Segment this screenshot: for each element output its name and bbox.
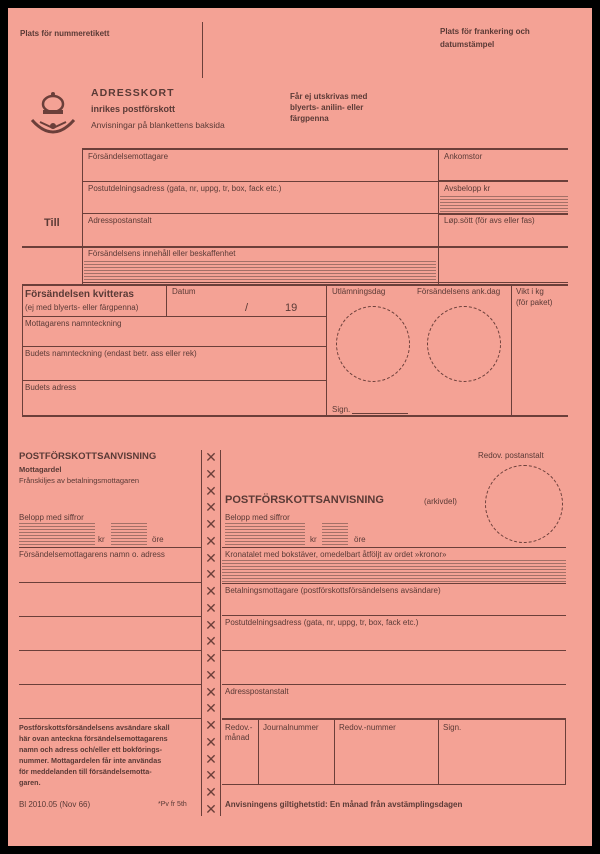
form-number: Bl 2010.05 (Nov 66)	[19, 800, 91, 809]
stub-amount-rule	[19, 547, 201, 548]
archive-col-rule-3	[438, 718, 439, 784]
messenger-signature-label: Budets namnteckning (endast betr. ass eller rek)	[25, 349, 197, 358]
stub-line-1	[19, 582, 201, 583]
archive-ore-hatch	[322, 523, 348, 545]
arrival-day-label: Försändelsens ank.dag	[417, 287, 501, 296]
cod-amount-rule	[438, 213, 568, 215]
perforation-x: ✕	[205, 583, 217, 599]
archive-blank-rule	[222, 684, 566, 685]
perforation-x: ✕	[205, 616, 217, 633]
perforation-x: ✕	[205, 650, 217, 666]
perforation-left-edge	[201, 450, 202, 816]
perforation-x: ✕	[205, 566, 217, 583]
recipient-label: Försändelsemottagare	[88, 152, 169, 161]
cod-address-card	[8, 8, 592, 846]
perforation-x: ✕	[205, 683, 217, 700]
stub-footer-line1: Postförskottsförsändelsens avsändare skall	[19, 723, 170, 732]
address-right-rule	[438, 148, 439, 286]
receipt-mid-rule	[326, 284, 327, 416]
stub-line-4	[19, 684, 201, 685]
stub-footer-line3: namn och adress och/eller ett bokförings-	[19, 745, 162, 754]
journal-number-label: Journalnummer	[263, 723, 319, 732]
stub-amount-label: Belopp med siffror	[19, 513, 84, 522]
receipt-top-rule	[22, 284, 568, 286]
perforation-right-edge	[220, 450, 221, 816]
report-month-label-1: Redov.-	[225, 723, 253, 732]
date-divider	[166, 286, 167, 316]
delivery-address-rule	[82, 213, 438, 214]
perforation-x: ✕	[205, 516, 217, 532]
stub-subtitle: Mottagardel	[19, 465, 62, 474]
stub-line-5	[19, 718, 201, 719]
payee-label: Betalningsmottagare (postförskottsförsändelsens avsändare)	[225, 586, 441, 595]
stub-line-3	[19, 650, 201, 651]
address-office-label: Adresspostanstalt	[88, 216, 152, 225]
perforation-x-column	[203, 450, 219, 816]
reporting-office-label: Redov. postanstalt	[478, 451, 544, 460]
card-subtitle: inrikes postförskott	[91, 104, 176, 114]
archive-delivery-address-rule	[222, 650, 566, 651]
archive-col-rule-1	[258, 718, 259, 784]
receipt-subtitle: (ej med blyerts- eller färgpenna)	[25, 303, 139, 312]
printer-note: *Pv fr 5th	[158, 801, 187, 808]
perforation-x: ✕	[205, 449, 217, 465]
stub-ore-hatch	[111, 523, 147, 545]
recipient-rule	[82, 181, 438, 182]
number-label-place: Plats för nummeretikett	[20, 29, 110, 38]
perforation-x: ✕	[205, 465, 217, 482]
report-number-label: Redov.-nummer	[339, 723, 396, 732]
contents-top-rule	[22, 246, 568, 248]
stub-line-2	[19, 616, 201, 617]
archive-address-office-label: Adresspostanstalt	[225, 687, 289, 696]
archive-delivery-address-label: Postutdelningsadress (gata, nr, uppg, tr, box, fack etc.)	[225, 618, 419, 627]
stub-footer-line5: för meddelanden till försändelsemotta-	[19, 767, 152, 776]
archive-amount-label: Belopp med siffror	[225, 513, 290, 522]
stub-footer-line4: nummer. Mottagardelen får inte användas	[19, 756, 162, 765]
perforation-x: ✕	[205, 549, 217, 566]
card-instructions: Anvisningar på blankettens baksida	[91, 120, 225, 130]
messenger-signature-rule	[22, 380, 326, 381]
stub-sender-label: Försändelsemottagarens namn o. adress	[19, 550, 165, 559]
top-divider	[202, 22, 203, 78]
amount-in-words-label: Kronatalet med bokstäver, omedelbart åtföljt av ordet »kronor»	[225, 550, 447, 559]
perforation-x: ✕	[205, 666, 217, 683]
stub-footer-line6: garen.	[19, 778, 41, 787]
posten-crown-logo	[28, 90, 78, 140]
archive-col-rule-2	[334, 718, 335, 784]
contents-hatch	[84, 260, 436, 280]
delivery-day-label: Utlämningsdag	[332, 287, 386, 296]
amount-in-words-rule	[222, 583, 566, 584]
date-label: Datum	[172, 287, 196, 296]
archive-ore-label: öre	[354, 535, 366, 544]
stub-ore-label: öre	[152, 535, 164, 544]
messenger-address-label: Budets adress	[25, 383, 77, 392]
archive-title: POSTFÖRSKOTTSANVISNING	[225, 494, 384, 506]
perforation-x: ✕	[205, 717, 217, 733]
lop-number-label: Løp.sött (för avs eller fas)	[444, 216, 535, 225]
cod-amount-label: Avsbelopp kr	[444, 184, 491, 193]
recipient-signature-label: Mottagarens namnteckning	[25, 319, 122, 328]
till-label: Till	[44, 217, 60, 229]
archive-title-suffix: (arkivdel)	[424, 497, 457, 506]
contents-label: Försändelsens innehåll eller beskaffenhet	[88, 249, 236, 258]
warning-line2: blyerts- anilin- eller	[290, 103, 364, 112]
franking-place-line1: Plats för frankering och	[440, 27, 530, 36]
reporting-office-stamp-circle	[485, 465, 563, 543]
card-title: ADRESSKORT	[91, 87, 175, 99]
warning-line1: Får ej utskrivas med	[290, 92, 368, 101]
receipt-sign-label: Sign.	[332, 405, 351, 414]
recipient-signature-rule	[22, 346, 326, 347]
stub-kr-label: kr	[98, 535, 105, 544]
warning-line3: färgpenna	[290, 114, 329, 123]
perforation-x: ✕	[205, 800, 217, 817]
stub-detach-note: Frånskiljes av betalningsmottagaren	[19, 476, 140, 485]
perforation-x: ✕	[205, 532, 217, 549]
date-slash: /	[245, 302, 249, 314]
perforation-x: ✕	[205, 700, 217, 717]
address-left-rule	[82, 148, 83, 286]
receipt-left-rule	[22, 284, 23, 416]
validity-note: Anvisningens giltighetstid: En månad från avstämplingsdagen	[225, 800, 463, 809]
arrival-day-stamp-circle	[427, 306, 501, 382]
perforation-x: ✕	[205, 499, 217, 516]
perforation-x: ✕	[205, 633, 217, 650]
amount-in-words-hatch	[222, 560, 566, 582]
archive-table-bottom-rule	[222, 784, 566, 785]
arrival-rule	[438, 180, 568, 182]
perforation-x: ✕	[205, 599, 217, 616]
receipt-title: Försändelsen kvitteras	[25, 289, 134, 300]
perforation-x: ✕	[205, 482, 217, 499]
weight-label-line2: (för paket)	[516, 298, 553, 307]
perforation-x: ✕	[205, 733, 217, 750]
payee-rule	[222, 615, 566, 616]
receipt-bottom-rule	[22, 415, 568, 417]
stub-footer-line2: här ovan anteckna försändelsemottagarens	[19, 734, 168, 743]
perforation-x: ✕	[205, 767, 217, 784]
archive-col-rule-4	[565, 718, 566, 784]
franking-place-line2: datumstämpel	[440, 40, 495, 49]
archive-table-top-rule	[222, 718, 566, 720]
archive-kr-hatch	[225, 523, 305, 545]
delivery-address-label: Postutdelningsadress (gata, nr, uppg, tr, box, fack etc.)	[88, 184, 282, 193]
archive-kr-label: kr	[310, 535, 317, 544]
archive-sign-label: Sign.	[443, 723, 462, 732]
report-month-label-2: månad	[225, 733, 250, 742]
date-rule	[22, 316, 326, 317]
receipt-sign-rule	[352, 413, 408, 414]
year-prefix: 19	[285, 302, 298, 314]
perforation-x: ✕	[205, 784, 217, 800]
address-top-rule	[82, 148, 568, 150]
contents-bottom-rule	[82, 282, 568, 283]
receipt-weight-rule	[511, 284, 512, 416]
cod-amount-hatch	[440, 196, 568, 212]
weight-label-line1: Vikt i kg	[516, 287, 544, 296]
archive-amount-rule	[222, 547, 566, 548]
perforation-x: ✕	[205, 750, 217, 767]
stub-title: POSTFÖRSKOTTSANVISNING	[19, 451, 157, 462]
stub-kr-hatch	[19, 523, 95, 545]
delivery-day-stamp-circle	[336, 306, 410, 382]
arrival-label: Ankomstor	[444, 152, 483, 161]
